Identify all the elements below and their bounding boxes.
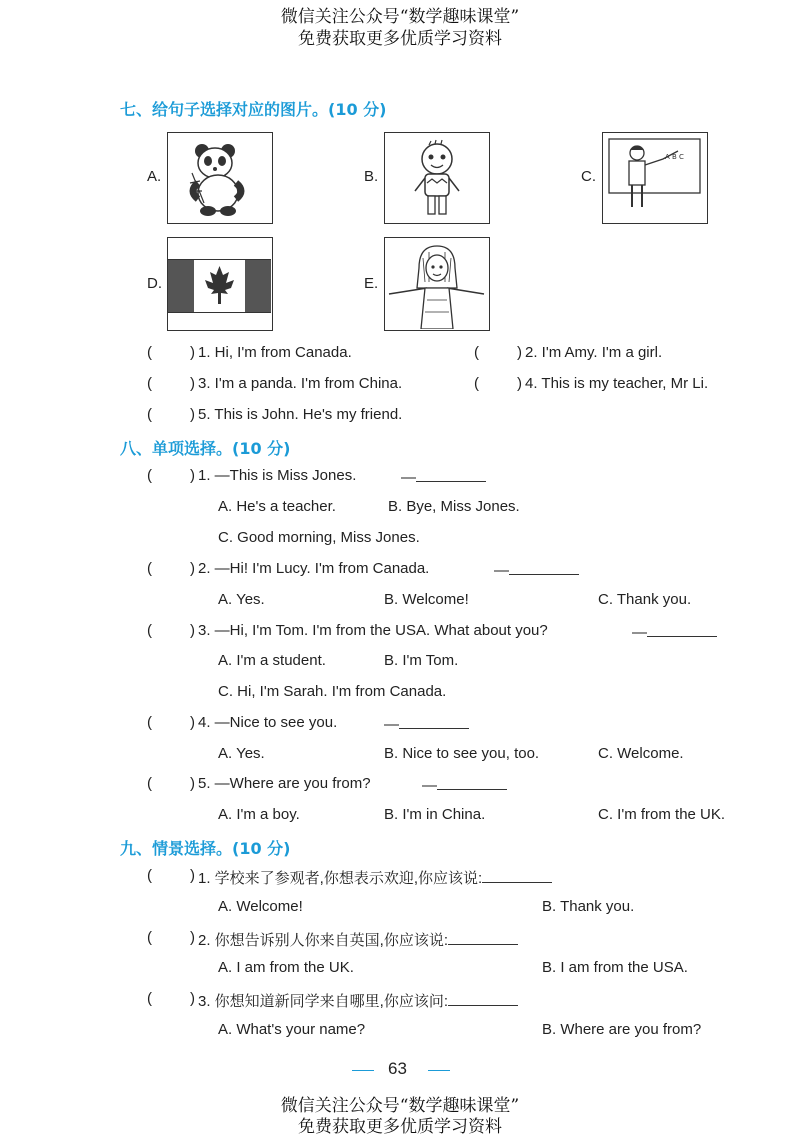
picture-frame-a [167, 132, 273, 224]
board-text: A B C [665, 153, 684, 161]
answer-paren-close-8-1: ) [190, 467, 195, 484]
section8-title: 八、单项选择。(10 分) [120, 439, 291, 458]
s9-q3-option-a: A. What's your name? [218, 1021, 366, 1038]
answer-paren-close-8-5: ) [190, 775, 195, 792]
watermark-top-line2: 免费获取更多优质学习资料 [298, 29, 502, 49]
dash: — [422, 777, 437, 794]
s9-q2-option-a: A. I am from the UK. [218, 959, 354, 976]
s8-answer-blank-4[interactable] [384, 714, 469, 733]
s9-question-1-stem [198, 867, 552, 888]
s8-q5-option-a: A. I'm a boy. [218, 806, 300, 823]
s7-question-1: 1. Hi, I'm from Canada. [198, 344, 352, 361]
answer-paren-close-8-3: ) [190, 622, 195, 639]
s9-q1-option-b: B. Thank you. [542, 898, 635, 915]
s8-answer-blank-5[interactable] [422, 775, 507, 794]
s8-q2-option-b: B. Welcome! [384, 591, 469, 608]
s8-answer-blank-2[interactable] [494, 560, 579, 579]
answer-paren-9-2[interactable]: ( [147, 929, 152, 946]
s8-q2-option-a: A. Yes. [218, 591, 265, 608]
s9-question-2-stem [198, 929, 518, 950]
answer-paren-close-8-4: ) [190, 714, 195, 731]
answer-paren-8-5[interactable]: ( [147, 775, 152, 792]
picture-frame-c [602, 132, 708, 224]
s8-question-5-stem: 5. —Where are you from? [198, 775, 371, 792]
s9-answer-blank-1[interactable] [482, 868, 552, 883]
canada-flag-icon [168, 238, 271, 329]
answer-paren-close-9-1: ) [190, 867, 195, 884]
answer-paren-close-7-5: ) [190, 406, 195, 423]
s8-q3-option-a: A. I'm a student. [218, 652, 326, 669]
s8-q4-option-b: B. Nice to see you, too. [384, 745, 540, 762]
s8-q4-option-c: C. Welcome. [598, 745, 684, 762]
teacher-icon [603, 133, 706, 222]
page-number-left-dash [352, 1070, 374, 1071]
s8-q4-option-a: A. Yes. [218, 745, 265, 762]
answer-paren-8-3[interactable]: ( [147, 622, 152, 639]
s9-question-3-stem [198, 990, 518, 1011]
answer-paren-close-9-3: ) [190, 990, 195, 1007]
dash: — [494, 562, 509, 579]
s9-q3-option-b: B. Where are you from? [542, 1021, 702, 1038]
girl-icon [385, 238, 488, 329]
s8-answer-blank-1[interactable] [401, 467, 486, 486]
s7-question-5: 5. This is John. He's my friend. [198, 406, 403, 423]
dash: — [401, 469, 416, 486]
s8-q1-option-b: B. Bye, Miss Jones. [388, 498, 520, 515]
answer-paren-7-1[interactable]: ( [147, 344, 152, 361]
s9-question-3-text: 3. 你想知道新同学来自哪里,你应该问: [198, 993, 449, 1010]
picture-frame-e [384, 237, 490, 331]
page-number-right-dash [428, 1070, 450, 1071]
s8-q2-option-c: C. Thank you. [598, 591, 692, 608]
section9-title: 九、情景选择。(10 分) [120, 839, 291, 858]
picture-label-b: B. [364, 168, 379, 185]
s9-answer-blank-2[interactable] [448, 930, 518, 945]
s7-question-2: 2. I'm Amy. I'm a girl. [525, 344, 663, 361]
answer-paren-8-4[interactable]: ( [147, 714, 152, 731]
s9-question-2-text: 2. 你想告诉别人你来自英国,你应该说: [198, 932, 449, 949]
answer-paren-9-3[interactable]: ( [147, 990, 152, 1007]
s8-q1-option-a: A. He's a teacher. [218, 498, 336, 515]
answer-paren-close-7-3: ) [190, 375, 195, 392]
s8-question-4-stem: 4. —Nice to see you. [198, 714, 338, 731]
s7-question-3: 3. I'm a panda. I'm from China. [198, 375, 403, 392]
picture-label-d: D. [147, 275, 162, 292]
s9-q1-option-a: A. Welcome! [218, 898, 303, 915]
answer-paren-7-5[interactable]: ( [147, 406, 152, 423]
s8-question-3-stem: 3. —Hi, I'm Tom. I'm from the USA. What about you? [198, 622, 548, 639]
answer-paren-7-2[interactable]: ( [474, 344, 479, 361]
answer-paren-close-7-4: ) [517, 375, 522, 392]
s8-q1-option-c: C. Good morning, Miss Jones. [218, 529, 420, 546]
s7-question-4: 4. This is my teacher, Mr Li. [525, 375, 709, 392]
picture-label-e: E. [364, 275, 379, 292]
answer-paren-7-3[interactable]: ( [147, 375, 152, 392]
s8-question-2-stem: 2. —Hi! I'm Lucy. I'm from Canada. [198, 560, 430, 577]
answer-paren-7-4[interactable]: ( [474, 375, 479, 392]
s8-question-1-stem: 1. —This is Miss Jones. [198, 467, 357, 484]
watermark-bottom-line2: 免费获取更多优质学习资料 [298, 1117, 502, 1137]
answer-paren-close-8-2: ) [190, 560, 195, 577]
picture-frame-d [167, 237, 273, 331]
dash: — [632, 624, 647, 641]
answer-paren-close-7-1: ) [190, 344, 195, 361]
s8-q5-option-b: B. I'm in China. [384, 806, 486, 823]
watermark-bottom-line1: 微信关注公众号“数学趣味课堂” [280, 1096, 520, 1116]
answer-paren-8-2[interactable]: ( [147, 560, 152, 577]
answer-paren-close-9-2: ) [190, 929, 195, 946]
s8-answer-blank-3[interactable] [632, 622, 717, 641]
watermark-top-line1: 微信关注公众号“数学趣味课堂” [280, 7, 520, 27]
section7-title: 七、给句子选择对应的图片。(10 分) [120, 100, 387, 119]
picture-label-c: C. [581, 168, 596, 185]
answer-paren-9-1[interactable]: ( [147, 867, 152, 884]
s8-q5-option-c: C. I'm from the UK. [598, 806, 726, 823]
s9-question-1-text: 1. 学校来了参观者,你想表示欢迎,你应该说: [198, 870, 483, 887]
answer-paren-8-1[interactable]: ( [147, 467, 152, 484]
answer-paren-close-7-2: ) [517, 344, 522, 361]
s9-answer-blank-3[interactable] [448, 991, 518, 1006]
s8-q3-option-c: C. Hi, I'm Sarah. I'm from Canada. [218, 683, 447, 700]
s8-q3-option-b: B. I'm Tom. [384, 652, 459, 669]
picture-frame-b [384, 132, 490, 224]
boy-icon [385, 133, 488, 222]
panda-icon [168, 133, 271, 222]
s9-q2-option-b: B. I am from the USA. [542, 959, 688, 976]
page-number: 63 [388, 1059, 407, 1078]
picture-label-a: A. [147, 168, 162, 185]
dash: — [384, 716, 399, 733]
